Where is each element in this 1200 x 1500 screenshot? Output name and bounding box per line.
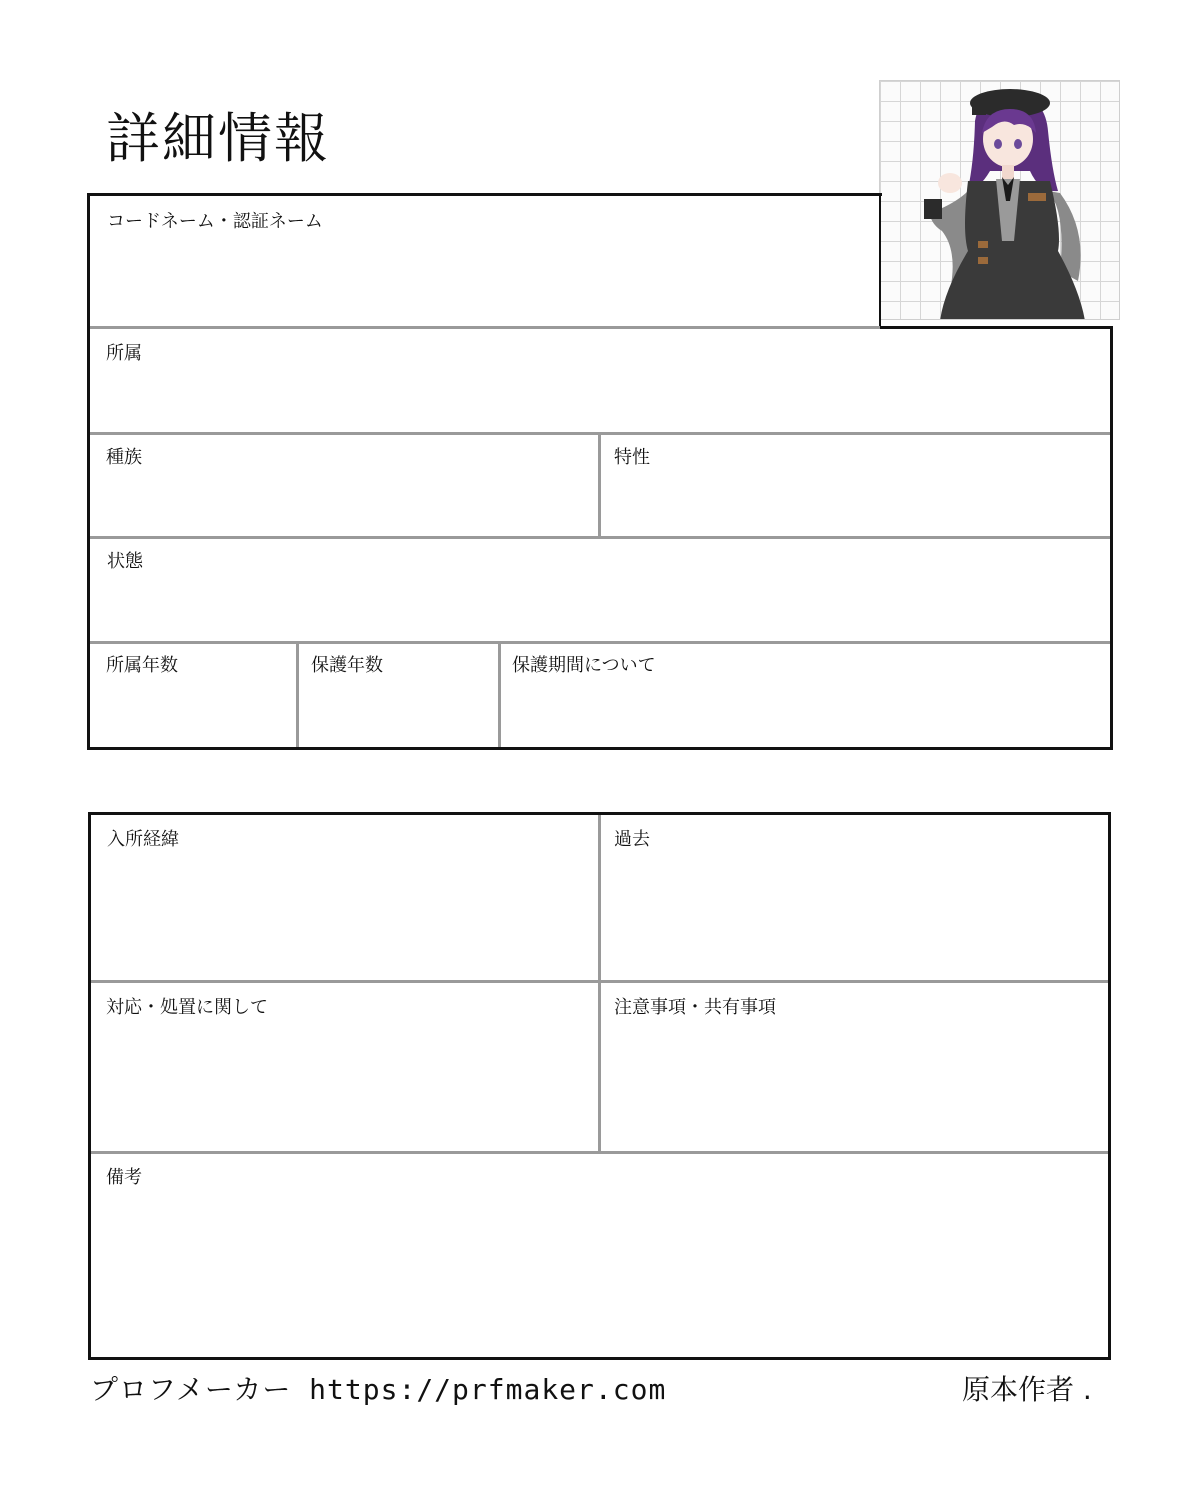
divider-detail-row1 xyxy=(91,980,1108,983)
divider-species xyxy=(90,536,1110,539)
divider-detail-row2 xyxy=(91,1151,1108,1154)
detail-right-border xyxy=(1108,812,1111,1360)
footer-maker-credit: プロフメーカー https://prfmaker.com xyxy=(90,1373,667,1406)
form-bottom-border xyxy=(87,747,1113,750)
divider-species-traits xyxy=(598,435,601,537)
form-portrait-left-border xyxy=(879,193,881,329)
field-label-codename: コードネーム・認証ネーム xyxy=(107,211,323,232)
divider-codename xyxy=(90,326,880,329)
field-label-condition: 状態 xyxy=(107,551,143,572)
character-portrait xyxy=(879,80,1120,320)
detail-left-border xyxy=(88,812,91,1360)
form-left-border xyxy=(87,193,90,750)
field-label-affiliation: 所属 xyxy=(106,343,142,364)
form-top-border xyxy=(87,193,882,196)
divider-condition xyxy=(90,641,1110,644)
field-label-years-affiliated: 所属年数 xyxy=(106,655,178,676)
field-label-remarks: 備考 xyxy=(106,1167,142,1188)
field-label-traits: 特性 xyxy=(614,447,650,468)
field-label-past: 過去 xyxy=(614,829,650,850)
form-portrait-bottom-border xyxy=(880,326,1113,329)
field-label-protection-period: 保護期間について xyxy=(512,655,656,676)
field-label-years-protected: 保護年数 xyxy=(311,655,383,676)
detail-bottom-border xyxy=(88,1357,1111,1360)
form-right-border xyxy=(1110,326,1113,750)
field-label-notes-shared: 注意事項・共有事項 xyxy=(614,997,776,1018)
character-illustration xyxy=(880,81,1120,320)
field-label-admission: 入所経緯 xyxy=(107,829,179,850)
divider-years-1 xyxy=(296,644,299,747)
footer-author-credit: 原本作者 . xyxy=(962,1373,1092,1406)
page-title: 詳細情報 xyxy=(106,107,330,170)
field-label-handling: 対応・処置に関して xyxy=(106,997,268,1018)
divider-years-2 xyxy=(498,644,501,747)
field-label-species: 種族 xyxy=(106,447,142,468)
divider-detail-vertical xyxy=(598,815,601,1152)
